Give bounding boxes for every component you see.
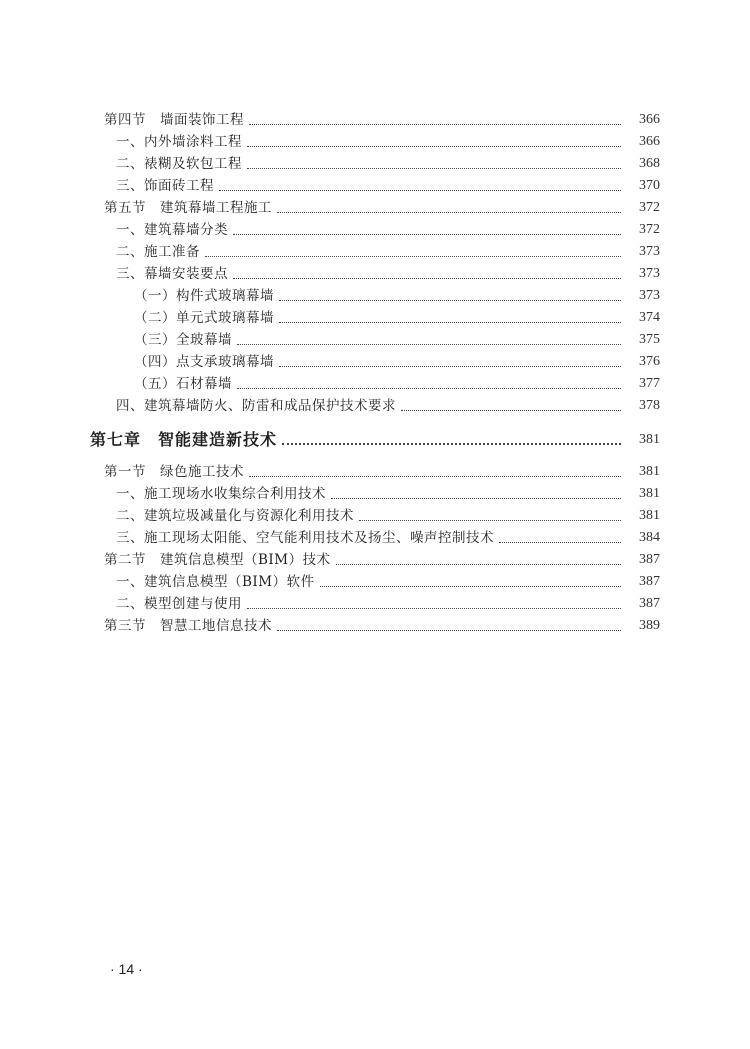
dot-leader: [247, 167, 621, 169]
toc-entry-chapter: [90, 427, 660, 449]
toc-entry-subitem: [134, 371, 660, 393]
toc-entry-item: [116, 261, 660, 283]
toc-entry-section: [104, 195, 660, 217]
dot-leader: [277, 629, 621, 631]
dot-leader: [233, 277, 621, 279]
toc-entry-title: 三、施工现场太阳能、空气能利用技术及扬尘、噪声控制技术: [116, 530, 494, 546]
toc-entry-page: 381: [639, 464, 660, 479]
toc-entry-title: 四、建筑幕墙防火、防雷和成品保护技术要求: [116, 398, 396, 414]
dot-leader: [219, 189, 621, 191]
dot-leader: [205, 255, 621, 257]
toc-entry-page: 366: [639, 134, 660, 149]
toc-entry-page: 373: [639, 244, 660, 259]
toc-entry-item: [116, 151, 660, 173]
toc-entry-title: 三、幕墙安装要点: [116, 266, 228, 282]
dot-leader: [282, 442, 621, 445]
dot-leader: [499, 541, 621, 543]
toc-entry-section: [104, 547, 660, 569]
toc-entry-page: 375: [639, 332, 660, 347]
toc-entry-title: 第七章 智能建造新技术: [90, 430, 278, 449]
toc-entry-item: [116, 239, 660, 261]
dot-leader: [331, 497, 621, 499]
toc-entry-item: [116, 481, 660, 503]
toc-entry-page: 381: [639, 486, 660, 501]
toc-entry-page: 387: [639, 596, 660, 611]
toc-entry-page: 373: [639, 288, 660, 303]
toc-entry-subitem: [134, 349, 660, 371]
toc-entry-title: 第四节 墙面装饰工程: [104, 112, 244, 128]
toc-entry-page: 374: [639, 310, 660, 325]
toc-entry-title: 第一节 绿色施工技术: [104, 464, 244, 480]
toc-entry-page: 376: [639, 354, 660, 369]
toc-entry-title: 一、施工现场水收集综合利用技术: [116, 486, 326, 502]
toc-entry-title: （三）全玻幕墙: [134, 332, 232, 348]
dot-leader: [320, 585, 621, 587]
dot-leader: [401, 409, 621, 411]
toc-entry-title: （一）构件式玻璃幕墙: [134, 288, 274, 304]
dot-leader: [237, 343, 621, 345]
toc-entry-item: [116, 503, 660, 525]
toc-entry-page: 387: [639, 574, 660, 589]
toc-entry-page: 381: [639, 432, 660, 447]
toc-entry-title: 二、施工准备: [116, 244, 200, 260]
toc-entry-title: （四）点支承玻璃幕墙: [134, 354, 274, 370]
toc-entry-item: [116, 129, 660, 151]
dot-leader: [233, 233, 621, 235]
toc-entry-title: （二）单元式玻璃幕墙: [134, 310, 274, 326]
toc-entry-section: [104, 613, 660, 635]
dot-leader: [279, 299, 621, 301]
toc-entry-title: 一、建筑幕墙分类: [116, 222, 228, 238]
toc-entry-title: 第二节 建筑信息模型（BIM）技术: [104, 552, 331, 568]
toc-entry-page: 373: [639, 266, 660, 281]
toc-entry-section: [104, 107, 660, 129]
dot-leader: [247, 145, 621, 147]
toc-entry-item: [116, 569, 660, 591]
toc-entry-page: 381: [639, 508, 660, 523]
dot-leader: [336, 563, 621, 565]
toc-entry-page: 372: [639, 200, 660, 215]
toc-entry-item: [116, 217, 660, 239]
toc-entry-page: 368: [639, 156, 660, 171]
dot-leader: [249, 475, 621, 477]
toc-entry-page: 372: [639, 222, 660, 237]
toc-entry-subitem: [134, 283, 660, 305]
page-number: · 14 ·: [110, 961, 143, 977]
dot-leader: [247, 607, 621, 609]
toc-entry-title: 二、裱糊及软包工程: [116, 156, 242, 172]
toc-entry-page: 377: [639, 376, 660, 391]
toc-entry-title: 一、内外墙涂料工程: [116, 134, 242, 150]
toc-entry-title: 一、建筑信息模型（BIM）软件: [116, 574, 315, 590]
toc-entry-item: [116, 591, 660, 613]
dot-leader: [279, 365, 621, 367]
toc-entry-title: 二、模型创建与使用: [116, 596, 242, 612]
toc-entry-title: 第五节 建筑幕墙工程施工: [104, 200, 272, 216]
toc-entry-page: 370: [639, 178, 660, 193]
dot-leader: [279, 321, 621, 323]
toc-entry-item: [116, 393, 660, 415]
dot-leader: [237, 387, 621, 389]
toc-entry-item: [116, 525, 660, 547]
toc-entry-page: 366: [639, 112, 660, 127]
toc-entry-title: 二、建筑垃圾减量化与资源化利用技术: [116, 508, 354, 524]
toc-entry-title: 第三节 智慧工地信息技术: [104, 618, 272, 634]
dot-leader: [359, 519, 621, 521]
toc-entry-item: [116, 173, 660, 195]
toc-entry-subitem: [134, 327, 660, 349]
toc-entry-title: （五）石材幕墙: [134, 376, 232, 392]
dot-leader: [277, 211, 621, 213]
toc-entry-page: 378: [639, 398, 660, 413]
toc-entry-page: 384: [639, 530, 660, 545]
toc-entry-page: 387: [639, 552, 660, 567]
toc-entry-subitem: [134, 305, 660, 327]
toc-entry-section: [104, 459, 660, 481]
toc-entry-title: 三、饰面砖工程: [116, 178, 214, 194]
toc-entry-page: 389: [639, 618, 660, 633]
dot-leader: [249, 123, 621, 125]
